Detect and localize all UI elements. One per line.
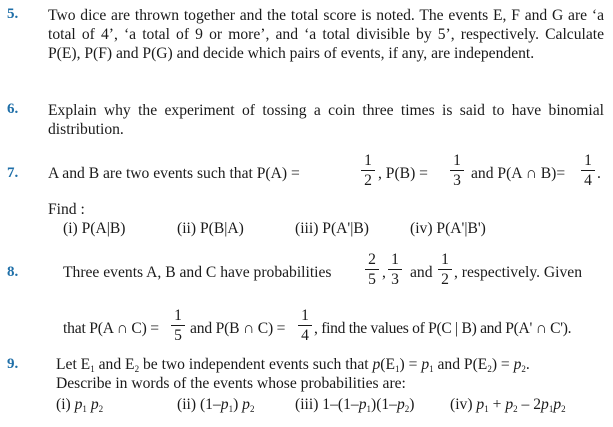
q8-p1-fraction: [365, 251, 379, 288]
minus-two: – 2: [517, 396, 542, 413]
q8-p2-numerator: 1: [391, 251, 399, 268]
subscript: 1: [484, 404, 489, 414]
q7-pa-fraction: [361, 152, 375, 189]
question-number-9: 9.: [7, 356, 19, 372]
minus-open: (1–: [376, 396, 397, 413]
q8-c1-fraction: [171, 307, 185, 344]
close-paren: ): [370, 396, 377, 413]
p-symbol: p: [396, 396, 405, 413]
e-close: ) =: [399, 356, 418, 373]
close-paren: ): [233, 396, 239, 413]
q9-condition: be two independent events such that: [142, 356, 369, 373]
q7-pa-denominator: 2: [364, 172, 372, 189]
q7-part-iii: (iii) P(A'|B): [295, 220, 369, 237]
q8-tail: , respectively. Given: [454, 264, 583, 281]
q7-pab-text: and P(A ∩ B)=: [471, 165, 566, 182]
subscript: 1: [228, 404, 234, 414]
q8-c2-denominator: 4: [301, 327, 309, 344]
question-5-text: Two dice are thrown together and the total score is noted. The events E, F and G are ‘a total of 4’, ‘a total of 9 or more’, and ‘a total divisible by 5’, respectively. Calculate P(E), P(F) and P(G) and decide which pairs of events, if any, are independent.: [48, 7, 604, 62]
fraction-bar: [171, 325, 185, 326]
p-symbol: p: [513, 356, 522, 373]
q7-pab-denominator: 4: [584, 172, 592, 189]
q8-line2-c: , find the values of P(C | B) and P(A' ∩ C').: [314, 320, 572, 337]
subscript: 1: [548, 404, 554, 414]
q7-pb-fraction: [450, 152, 464, 189]
q8-p2-fraction: [388, 251, 402, 288]
part-label: (i): [56, 396, 71, 413]
q7-find-label: Find :: [48, 201, 85, 218]
q8-and: and: [410, 264, 433, 281]
subscript: 2: [98, 404, 104, 414]
q8-c2-numerator: 1: [301, 307, 309, 324]
subscript: 2: [249, 404, 255, 414]
q8-p1-numerator: 2: [368, 251, 376, 268]
part-label: (iv): [450, 396, 473, 413]
q7-pb-denominator: 3: [453, 172, 461, 189]
part-label: (iii): [295, 396, 319, 413]
q8-p3-fraction: [438, 251, 452, 288]
p-symbol: p: [220, 396, 229, 413]
q7-pb-numerator: 1: [453, 152, 461, 169]
q9-and-e: and E: [98, 356, 135, 373]
p-symbol: p: [358, 396, 367, 413]
question-number-8: 8.: [7, 264, 19, 280]
q8-p2-denominator: 3: [391, 271, 399, 288]
q7-pa-numerator: 1: [364, 152, 372, 169]
fraction-bar: [438, 269, 452, 270]
close-paren: ): [409, 396, 415, 413]
fraction-bar: [581, 170, 595, 171]
q9-part-iv: [450, 396, 566, 414]
e-close: ) =: [491, 356, 510, 373]
p-symbol: p: [242, 396, 250, 413]
subscript: 1: [82, 404, 87, 414]
q9-line2: Describe in words of the events whose probabilities are:: [56, 375, 406, 392]
q8-c1-numerator: 1: [174, 307, 182, 324]
q9-let-e: Let E: [56, 356, 91, 373]
plus-sign: +: [488, 396, 502, 413]
q9-end: .: [525, 356, 530, 373]
q7-intro: A and B are two events such that P(A) =: [48, 165, 300, 182]
subscript: 2: [513, 404, 518, 414]
q7-pb-text: , P(B) =: [378, 165, 428, 182]
q7-part-i: (i) P(A|B): [63, 220, 126, 237]
q9-part-ii: [177, 396, 254, 414]
q8-c1-denominator: 5: [174, 327, 182, 344]
q8-c2-fraction: [298, 307, 312, 344]
p-symbol: p: [476, 396, 485, 413]
p-symbol: p: [421, 356, 430, 373]
q9-part-i: [56, 396, 103, 414]
question-6-text: Explain why the experiment of tossing a coin three times is said to have binomial distribution.: [48, 102, 604, 138]
q7-part-ii: (ii) P(B|A): [177, 220, 244, 237]
fraction-bar: [361, 170, 375, 171]
p-symbol: p: [541, 396, 549, 413]
q9-line1: [56, 356, 530, 374]
question-number-7: 7.: [7, 165, 19, 181]
one-minus-open: 1–(1–: [322, 396, 359, 413]
subscript: 1: [395, 364, 400, 374]
q8-intro: Three events A, B and C have probabilities: [63, 264, 332, 281]
fraction-bar: [450, 170, 464, 171]
subscript: 1: [429, 364, 434, 374]
subscript: 2: [487, 364, 492, 374]
p-symbol: p: [372, 356, 381, 373]
q8-line2-a: that P(A ∩ C) =: [63, 320, 159, 337]
subscript: 2: [561, 404, 566, 414]
q7-pab-end: .: [597, 165, 601, 182]
q9-part-iii: [295, 396, 414, 414]
subscript: 2: [134, 364, 140, 374]
question-number-5: 5.: [7, 6, 19, 22]
subscript: 2: [404, 404, 410, 414]
question-number-6: 6.: [7, 101, 19, 117]
fraction-bar: [298, 325, 312, 326]
subscript: 1: [366, 404, 371, 414]
p-symbol: p: [505, 396, 514, 413]
e-open: (E: [380, 356, 396, 373]
minus-open: (1–: [199, 396, 221, 413]
part-label: (ii): [177, 396, 197, 413]
q7-pab-numerator: 1: [584, 152, 592, 169]
p-symbol: p: [553, 396, 562, 413]
q7-pab-fraction: [581, 152, 595, 189]
subscript: 1: [90, 364, 95, 374]
q8-p1-denominator: 5: [368, 271, 376, 288]
p-symbol: p: [74, 396, 83, 413]
fraction-bar: [388, 269, 402, 270]
q9-and-pe: and P(E: [437, 356, 488, 373]
q8-p3-denominator: 2: [441, 271, 449, 288]
q7-part-iv: (iv) P(A'|B'): [410, 220, 486, 237]
fraction-bar: [365, 269, 379, 270]
q8-p3-numerator: 1: [441, 251, 449, 268]
p-symbol: p: [90, 396, 99, 413]
q8-line2-b: and P(B ∩ C) =: [190, 320, 286, 337]
subscript: 2: [521, 364, 526, 374]
q8-comma: ,: [382, 264, 386, 281]
